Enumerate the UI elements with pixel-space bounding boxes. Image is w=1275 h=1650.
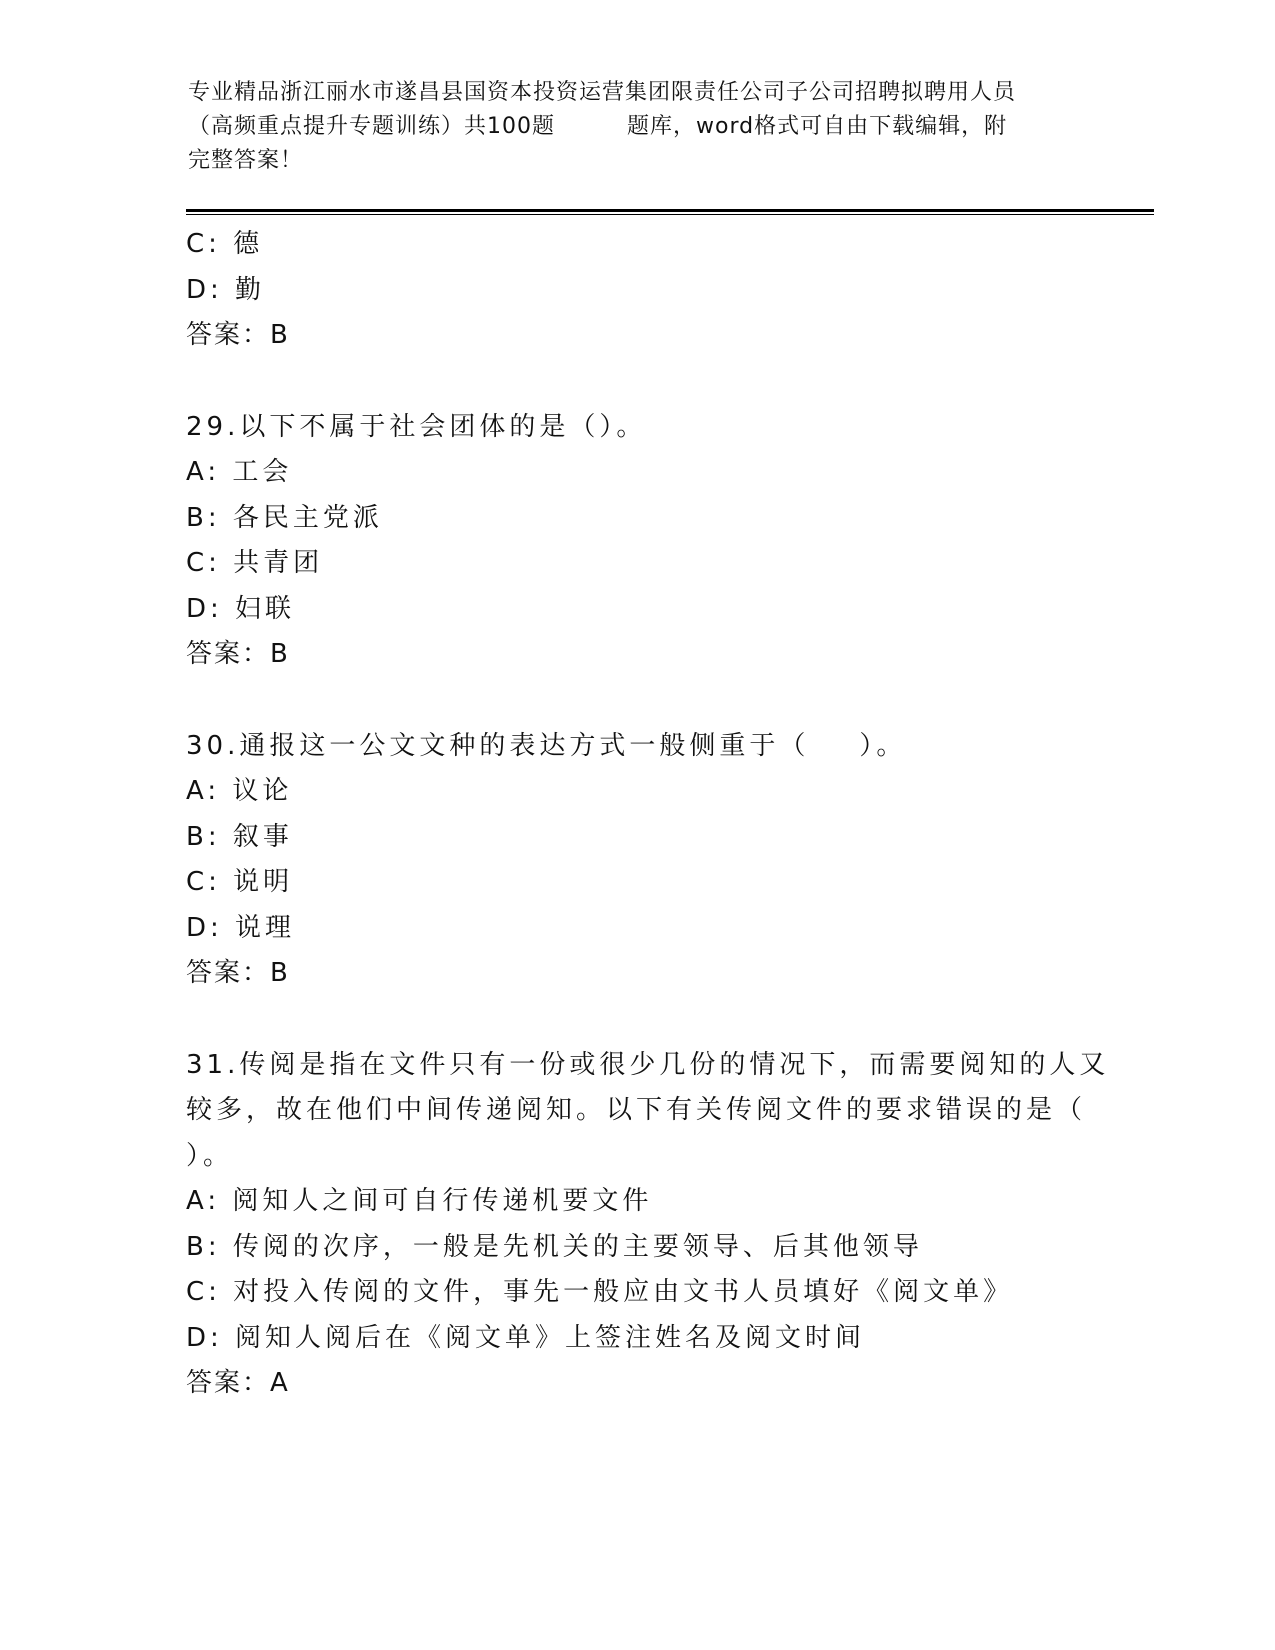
header-divider-thin <box>186 214 1154 215</box>
option-d: D: 妇联 <box>186 593 296 624</box>
question-31 <box>186 1043 1110 1407</box>
question-stem-part-2: ）。 <box>859 730 907 761</box>
answer: 答案：B <box>186 639 290 669</box>
option-d: D: 勤 <box>186 274 266 305</box>
option-b: B: 各民主党派 <box>186 502 383 533</box>
option-c: C: 德 <box>186 229 264 259</box>
spacer <box>186 997 1086 1043</box>
option-b: B: 传阅的次序，一般是先机关的主要领导、后其他领导 <box>186 1231 923 1262</box>
option-d: D: 阅知人阅后在《阅文单》上签注姓名及阅文时间 <box>186 1322 866 1353</box>
question-stem-line-1: 31.传阅是指在文件只有一份或很少几份的情况下，而需要阅知的人又 <box>186 1049 1110 1080</box>
header-line-2 <box>188 110 1088 144</box>
answer: 答案：B <box>186 320 290 350</box>
option-c: C: 说明 <box>186 867 294 897</box>
spacer <box>186 359 1086 405</box>
header-divider-thick <box>186 209 1154 212</box>
question-29 <box>186 405 1086 678</box>
header-line-1: 专业精品浙江丽水市遂昌县国资本投资运营集团限责任公司子公司招聘拟聘用人员 <box>188 80 1017 105</box>
option-d: D: 说理 <box>186 912 296 943</box>
option-c: C: 共青团 <box>186 548 324 578</box>
question-stem: 29.以下不属于社会团体的是（）。 <box>186 411 647 442</box>
question-stem-part-1: 30.通报这一公文文种的表达方式一般侧重于（ <box>186 730 810 761</box>
question-stem <box>186 724 1086 770</box>
option-a: A: 阅知人之间可自行传递机要文件 <box>186 1186 653 1216</box>
question-30 <box>186 724 1086 997</box>
question-stem-line-2: 较多，故在他们中间传递阅知。以下有关传阅文件的要求错误的是（ <box>186 1095 1087 1125</box>
header-line-2-part-1: （高频重点提升专题训练）共100题 <box>188 114 555 139</box>
question-stem-line-3: ）。 <box>186 1140 234 1171</box>
option-c: C: 对投入传阅的文件，事先一般应由文书人员填好《阅文单》 <box>186 1277 1014 1307</box>
question-list <box>186 222 1110 1407</box>
option-a: A: 工会 <box>186 457 293 487</box>
option-a: A: 议论 <box>186 776 293 806</box>
header-line-3: 完整答案！ <box>188 148 304 173</box>
question-28 <box>186 222 1086 359</box>
option-b: B: 叙事 <box>186 821 293 852</box>
document-header <box>188 76 1088 178</box>
spacer <box>186 678 1086 724</box>
answer: 答案：B <box>186 958 290 988</box>
answer: 答案：A <box>186 1368 290 1398</box>
header-line-2-part-2: 题库，word格式可自由下载编辑，附 <box>627 114 1008 139</box>
